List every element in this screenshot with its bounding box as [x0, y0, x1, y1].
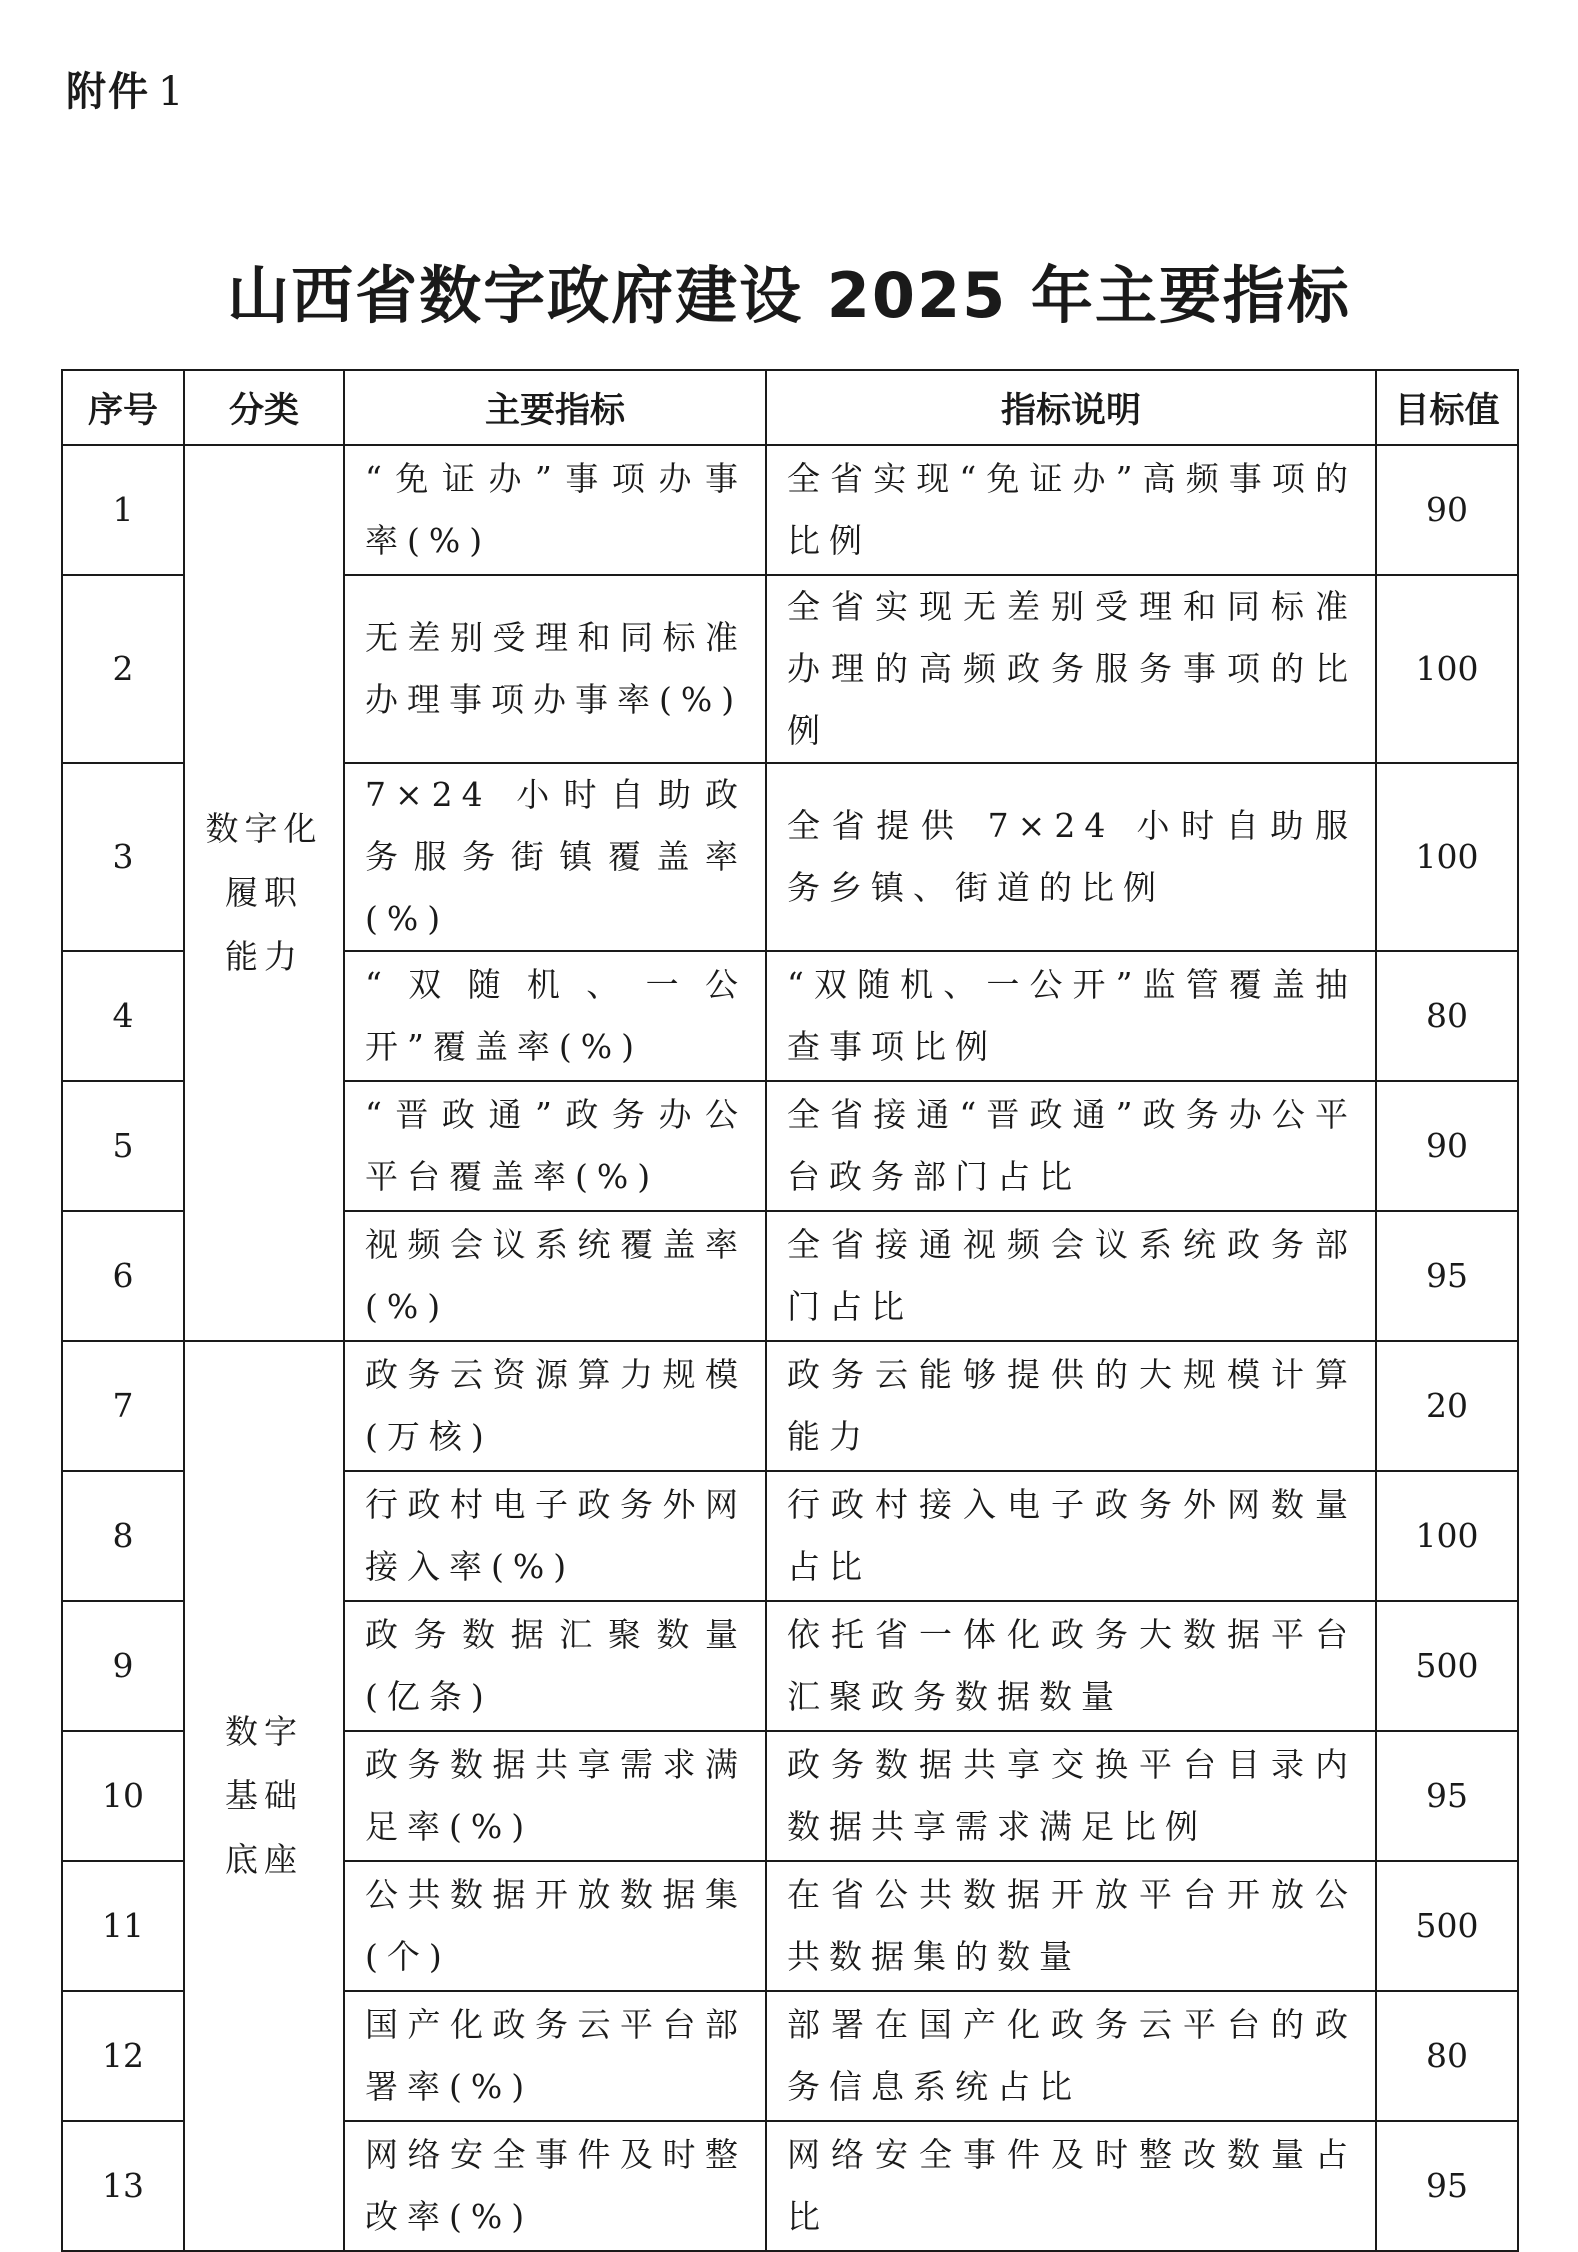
- row-indicator: 政务数据共享需求满足率(%): [344, 1731, 766, 1861]
- table-row: [62, 1341, 1518, 1471]
- row-description: 在省公共数据开放平台开放公共数据集的数量: [766, 1861, 1376, 1991]
- category-line: 能力: [225, 937, 303, 976]
- row-description: 部署在国产化政务云平台的政务信息系统占比: [766, 1991, 1376, 2121]
- page-title: 山西省数字政府建设 2025 年主要指标: [227, 259, 1351, 332]
- row-description: 全省实现“免证办”高频事项的比例: [766, 445, 1376, 575]
- row-description: 依托省一体化政务大数据平台汇聚政务数据数量: [766, 1601, 1376, 1731]
- row-description: 全省实现无差别受理和同标准办理的高频政务服务事项的比例: [766, 575, 1376, 763]
- row-seq: 6: [62, 1211, 184, 1341]
- header-target: 目标值: [1376, 370, 1518, 445]
- row-indicator: 政务数据汇聚数量(亿条): [344, 1601, 766, 1731]
- row-description: 全省接通“晋政通”政务办公平台政务部门占比: [766, 1081, 1376, 1211]
- row-description: 政务数据共享交换平台目录内数据共享需求满足比例: [766, 1731, 1376, 1861]
- category-cell: [184, 445, 344, 1341]
- row-indicator: 国产化政务云平台部署率(%): [344, 1991, 766, 2121]
- row-target: 95: [1376, 1731, 1518, 1861]
- row-indicator: 行政村电子政务外网接入率(%): [344, 1471, 766, 1601]
- indicators-table: [61, 369, 1519, 2252]
- category-cell: [184, 1341, 344, 2251]
- row-description: “双随机、一公开”监管覆盖抽查事项比例: [766, 951, 1376, 1081]
- row-seq: 8: [62, 1471, 184, 1601]
- row-target: 90: [1376, 445, 1518, 575]
- row-seq: 7: [62, 1341, 184, 1471]
- row-target: 90: [1376, 1081, 1518, 1211]
- table-row: [62, 445, 1518, 575]
- row-target: 95: [1376, 2121, 1518, 2251]
- row-seq: 11: [62, 1861, 184, 1991]
- row-target: 20: [1376, 1341, 1518, 1471]
- category-line: 基础: [225, 1776, 303, 1815]
- header-category: 分类: [184, 370, 344, 445]
- row-description: 全省接通视频会议系统政务部门占比: [766, 1211, 1376, 1341]
- row-seq: 5: [62, 1081, 184, 1211]
- table-header-row: [62, 370, 1518, 445]
- header-description: 指标说明: [766, 370, 1376, 445]
- row-seq: 4: [62, 951, 184, 1081]
- row-target: 100: [1376, 763, 1518, 951]
- attachment-label: [66, 60, 185, 117]
- row-indicator: 无差别受理和同标准办理事项办事率(%): [344, 575, 766, 763]
- category-line: 数字: [225, 1712, 303, 1751]
- row-indicator: 7×24 小时自助政务服务街镇覆盖率(%): [344, 763, 766, 951]
- category-line: 底座: [225, 1840, 303, 1879]
- row-target: 80: [1376, 951, 1518, 1081]
- row-seq: 13: [62, 2121, 184, 2251]
- row-target: 100: [1376, 1471, 1518, 1601]
- row-indicator: 网络安全事件及时整改率(%): [344, 2121, 766, 2251]
- row-indicator: “双随机、一公开”覆盖率(%): [344, 951, 766, 1081]
- row-indicator: “免证办”事项办事率(%): [344, 445, 766, 575]
- attachment-label-text: 附件: [66, 69, 150, 115]
- attachment-number: 1: [158, 69, 186, 115]
- row-seq: 3: [62, 763, 184, 951]
- row-target: 80: [1376, 1991, 1518, 2121]
- row-target: 500: [1376, 1861, 1518, 1991]
- row-indicator: 政务云资源算力规模(万核): [344, 1341, 766, 1471]
- row-target: 500: [1376, 1601, 1518, 1731]
- row-indicator: 公共数据开放数据集(个): [344, 1861, 766, 1991]
- row-seq: 10: [62, 1731, 184, 1861]
- row-target: 100: [1376, 575, 1518, 763]
- row-seq: 12: [62, 1991, 184, 2121]
- row-target: 95: [1376, 1211, 1518, 1341]
- header-seq: 序号: [62, 370, 184, 445]
- row-seq: 9: [62, 1601, 184, 1731]
- category-line: 数字化: [205, 809, 323, 848]
- row-indicator: 视频会议系统覆盖率(%): [344, 1211, 766, 1341]
- row-seq: 2: [62, 575, 184, 763]
- row-description: 行政村接入电子政务外网数量占比: [766, 1471, 1376, 1601]
- category-line: 履职: [225, 873, 303, 912]
- row-description: 政务云能够提供的大规模计算能力: [766, 1341, 1376, 1471]
- row-description: 全省提供 7×24 小时自助服务乡镇、街道的比例: [766, 763, 1376, 951]
- row-description: 网络安全事件及时整改数量占比: [766, 2121, 1376, 2251]
- header-indicator: 主要指标: [344, 370, 766, 445]
- row-indicator: “晋政通”政务办公平台覆盖率(%): [344, 1081, 766, 1211]
- row-seq: 1: [62, 445, 184, 575]
